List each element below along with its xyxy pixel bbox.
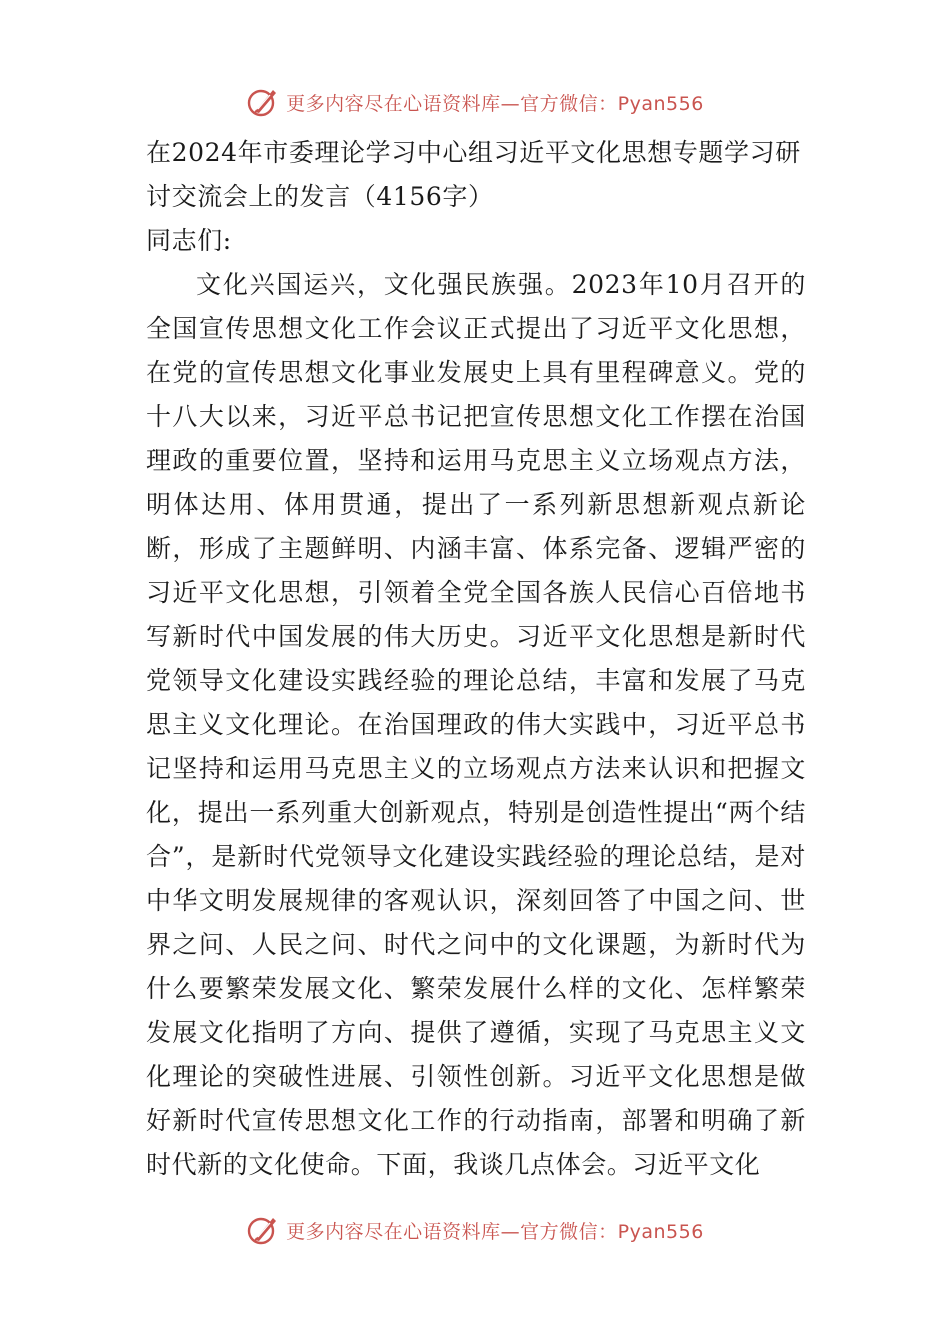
footer-watermark — [0, 1208, 950, 1252]
greeting: 同志们: — [146, 226, 232, 255]
quill-pen-circle-icon — [246, 85, 280, 119]
watermark-text: 更多内容尽在心语资料库—官方微信：Pyan556 — [286, 1220, 704, 1243]
document-body — [146, 131, 806, 1187]
watermark-text: 更多内容尽在心语资料库—官方微信：Pyan556 — [286, 92, 704, 115]
header-watermark — [0, 80, 950, 124]
document-title: 在2024年市委理论学习中心组习近平文化思想专题学习研讨交流会上的发言（4156字） — [146, 138, 801, 211]
quill-pen-circle-icon — [246, 1213, 280, 1247]
body-paragraph: 文化兴国运兴，文化强民族强。2023年10月召开的全国宣传思想文化工作会议正式提出了习近平文化思想，在党的宣传思想文化事业发展史上具有里程碑意义。党的十八大以来，习近平总书记把宣传思想文化工作摆在治国理政的重要位置，坚持和运用马克思主义立场观点方法，明体达用、体用贯通，提出了一系列新思想新观点新论断，形成了主题鲜明、内涵丰富、体系完备、逻辑严密的习近平文化思想，引领着全党全国各族人民信心百倍地书写新时代中国发展的伟大历史。习近平文化思想是新时代党领导文化建设实践经验的理论总结，丰富和发展了马克思主义文化理论。在治国理政的伟大实践中，习近平总书记坚持和运用马克思主义的立场观点方法来认识和把握文化，提出一系列重大创新观点，特别是创造性提出“两个结合”，是新时代党领导文化建设实践经验的理论总结，是对中华文明发展规律的客观认识，深刻回答了中国之问、世界之问、人民之问、时代之问中的文化课题，为新时代为什么要繁荣发展文化、繁荣发展什么样的文化、怎样繁荣发展文化指明了方向、提供了遵循，实现了马克思主义文化理论的突破性进展、引领性创新。习近平文化思想是做好新时代宣传思想文化工作的行动指南，部署和明确了新时代新的文化使命。下面，我谈几点体会。习近平文化 — [146, 270, 806, 1179]
